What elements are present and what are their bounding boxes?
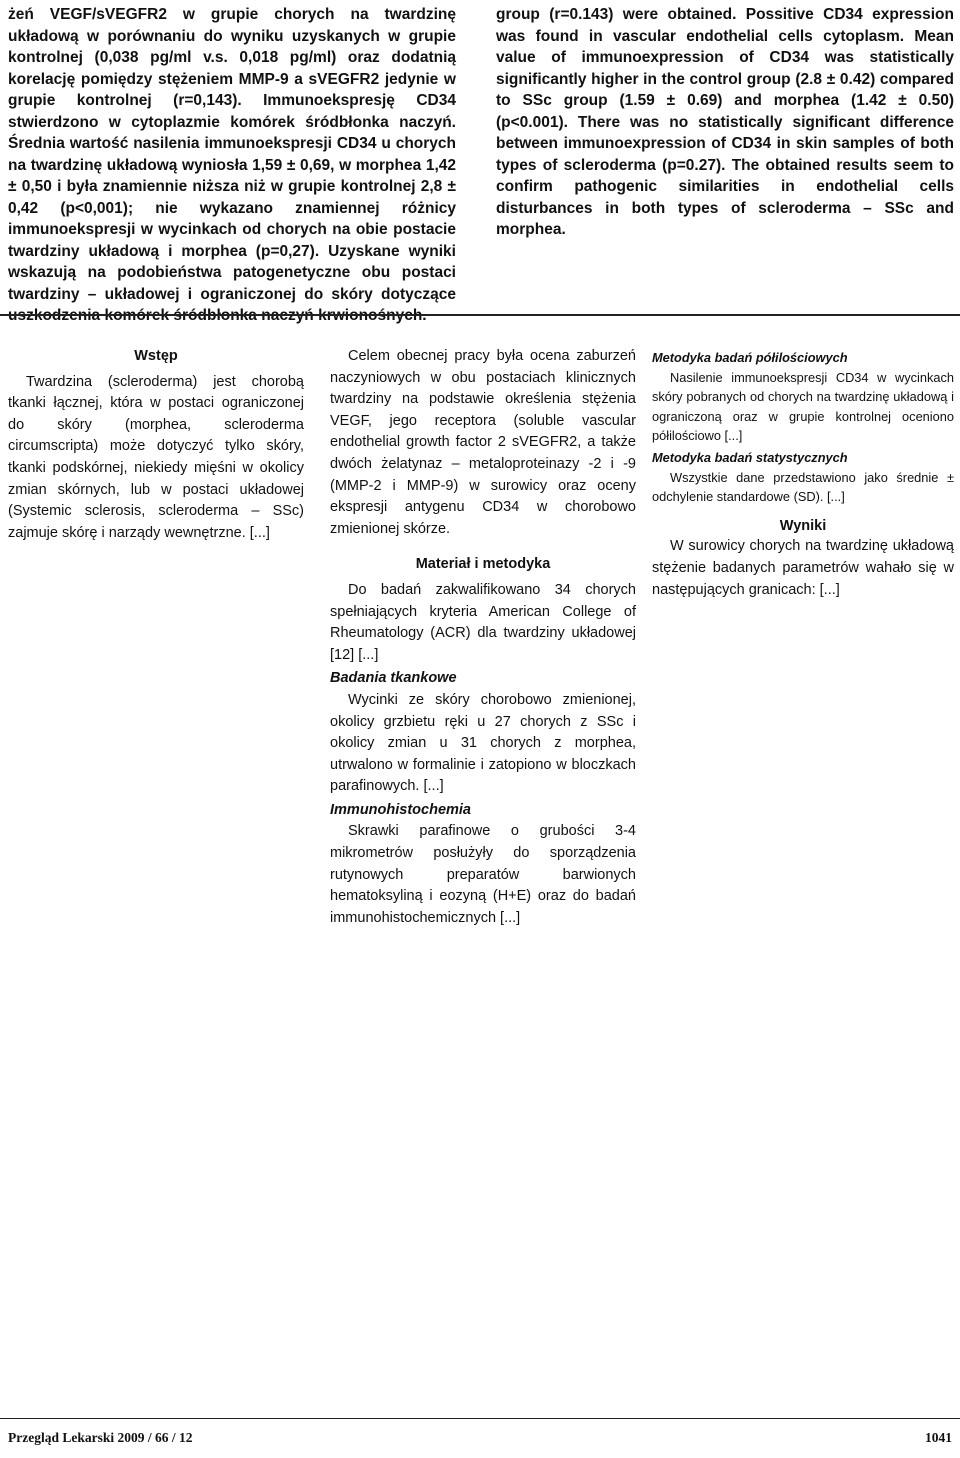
column-1 bbox=[8, 346, 304, 544]
semi-subheading: Metodyka badań półilościowych bbox=[652, 350, 848, 365]
abstract-divider bbox=[0, 314, 960, 316]
results-text: W surowicy chorych na twardzinę układową stężenie badanych parametrów wahało się w następujących granicach: [...] bbox=[652, 538, 954, 598]
journal-citation: Przegląd Lekarski 2009 / 66 / 12 bbox=[8, 1430, 193, 1445]
intro-text: Twardzina (scleroderma) jest chorobą tkanki łącznej, która w postaci ograniczonej do skóry (morphea, scleroderma circumscripta) może dotyczyć tylko skóry, tkanki podskórnej, niekiedy mięśni w okolicy zmian skórnych, lub w postaci układowej (Systemic sclerosis, scleroderma – SSc) zajmuje skórę i narządy wewnętrzne. [...] bbox=[8, 373, 304, 541]
aim-text: Celem obecnej pracy była ocena zaburzeń naczyniowych w obu postaciach klinicznych twardziny na podstawie określenia stężenia VEGF, jego receptora (soluble vascular endothelial growth factor 2 sVEGFR2, a także dwóch żelatynaz – metaloproteinazy -2 i -9 (MMP-2 i MMP-9) w surowicy oraz oceny ekspresji antygenu CD34 w chorobowo zmienionej skórze. bbox=[330, 348, 636, 537]
abstract-polish: żeń VEGF/sVEGFR2 w grupie chorych na twardzinę układową w porównaniu do wyniku uzyskanych w grupie kontrolnej (0,038 pg/ml v.s. 0,018 pg/ml) oraz dodatnią korelację pomiędzy stężeniem MMP-9 a sVEGFR2 jedynie w grupie kontrolnej (r=0,143). Immunoekspresję CD34 stwierdzono w cytoplazmie komórek śródbłonka naczyń. Średnia wartość nasilenia immunoekspresji CD34 u chorych na twardzinę układową wyniosła 1,59 ± 0,69, w morphea 1,42 ± 0,50 i była znamiennie niższa niż w grupie kontrolnej 2,8 ± 0,42 (p<0,001); nie wykazano znamiennej różnicy immunoekspresji w wycinkach od chorych na obie postacie twardziny układową i morphea (p=0,27). Uzyskane wyniki wskazują na podobieństwa patogenetyczne obu postaci twardziny – układowej i ograniczonej do skóry dotyczące bbox=[8, 6, 456, 303]
column-2 bbox=[330, 346, 636, 929]
column-3 bbox=[652, 346, 954, 601]
tissue-text: Wycinki ze skóry chorobowo zmienionej, okolicy grzbietu ręki u 27 chorych z SSc i okolicy zmian u 31 chorych z morphea, utrwalono w formalinie i zatopiono w bloczkach parafinowych. [...] bbox=[330, 691, 636, 795]
footer-divider bbox=[0, 1418, 960, 1419]
methods-text: Do badań zakwalifikowano 34 chorych spełniających kryteria American College of Rheumatology (ACR) dla twardziny układowej [12] [...] bbox=[330, 581, 636, 663]
intro-heading: Wstęp bbox=[134, 348, 178, 364]
tissue-subheading: Badania tkankowe bbox=[330, 670, 457, 687]
stat-text: Wszystkie dane przedstawiono jako średnie ± odchylenie standardowe (SD). [...] bbox=[652, 469, 954, 505]
abstract-english: group (r=0.143) were obtained. Possitive CD34 expression was found in vascular endothelial cells cytoplasm. Mean value of immunoexpression of CD34 was statistically significantly higher in the control group (2.8 ± 0.42) compared to SSc group (1.59 ± 0.69) and morphea (1.42 ± 0.50) (p<0.001). There was no statistically significant difference between immunoexpression of CD34 in skin samples of both types of scleroderma (p=0.27). The obtained results seem to confirm pathogenic similarities in endothelial cells disturbances in both types of scleroderma – SSc and morphea. bbox=[496, 6, 954, 238]
methods-heading: Materiał i metodyka bbox=[415, 556, 551, 573]
ihc-text: Skrawki parafinowe o grubości 3-4 mikrometrów posłużyły do sporządzenia rutynowych preparatów barwionych hematoksyliną i eozyną (H+E) oraz do badań immunohistochemicznych [...] bbox=[330, 823, 636, 926]
page-number: 1041 bbox=[925, 1430, 952, 1445]
ihc-subheading: Immunohistochemia bbox=[330, 801, 471, 818]
semi-text: Nasilenie immunoekspresji CD34 w wycinkach skóry pobranych od chorych na twardzinę układową i ograniczoną oraz w grupie kontrolnej oceniono półilościowo [...] bbox=[652, 369, 954, 444]
stat-subheading: Metodyka badań statystycznych bbox=[652, 449, 848, 465]
results-heading: Wyniki bbox=[779, 517, 827, 534]
